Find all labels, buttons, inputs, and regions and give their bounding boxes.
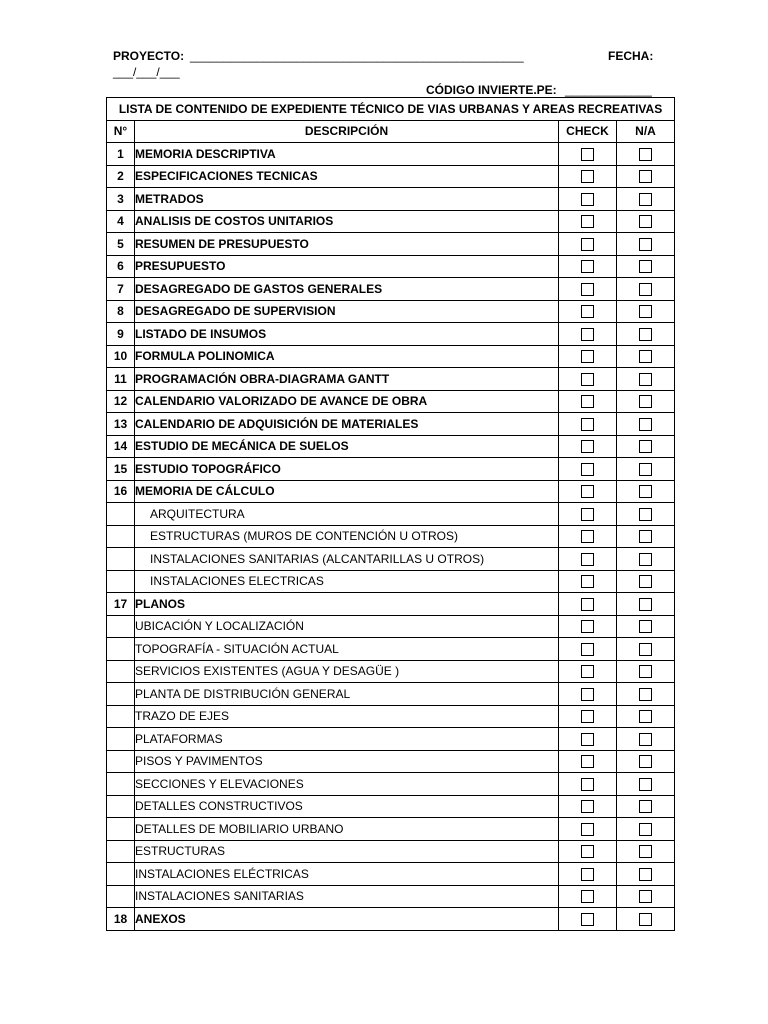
na-checkbox[interactable]	[639, 755, 652, 768]
na-cell	[617, 683, 675, 706]
check-cell	[559, 683, 617, 706]
row-number	[107, 683, 135, 706]
check-checkbox[interactable]	[581, 620, 594, 633]
document-header	[0, 0, 768, 98]
table-row	[107, 525, 675, 548]
table-row	[107, 345, 675, 368]
column-header-number: N°	[107, 120, 135, 143]
na-cell	[617, 908, 675, 931]
row-description: TOPOGRAFÍA - SITUACIÓN ACTUAL	[135, 638, 559, 661]
check-cell	[559, 885, 617, 908]
na-checkbox[interactable]	[639, 508, 652, 521]
row-description: INSTALACIONES ELECTRICAS	[135, 570, 559, 593]
na-cell	[617, 390, 675, 413]
na-cell	[617, 705, 675, 728]
na-checkbox[interactable]	[639, 350, 652, 363]
row-description: ESTRUCTURAS	[135, 840, 559, 863]
row-description: DETALLES CONSTRUCTIVOS	[135, 795, 559, 818]
na-checkbox[interactable]	[639, 148, 652, 161]
check-checkbox[interactable]	[581, 845, 594, 858]
na-cell	[617, 458, 675, 481]
na-checkbox[interactable]	[639, 193, 652, 206]
table-row	[107, 503, 675, 526]
row-description: INSTALACIONES SANITARIAS	[135, 885, 559, 908]
na-checkbox[interactable]	[639, 688, 652, 701]
na-checkbox[interactable]	[639, 823, 652, 836]
row-description: PRESUPUESTO	[135, 255, 559, 278]
table-row	[107, 615, 675, 638]
row-description: MEMORIA DESCRIPTIVA	[135, 143, 559, 166]
column-header-check: CHECK	[559, 120, 617, 143]
check-checkbox[interactable]	[581, 733, 594, 746]
row-description: DESAGREGADO DE SUPERVISION	[135, 300, 559, 323]
check-cell	[559, 480, 617, 503]
na-cell	[617, 300, 675, 323]
row-description: DETALLES DE MOBILIARIO URBANO	[135, 818, 559, 841]
row-number: 17	[107, 593, 135, 616]
fecha-field[interactable]: ___/___/___	[113, 65, 180, 79]
check-cell	[559, 728, 617, 751]
na-checkbox[interactable]	[639, 485, 652, 498]
na-cell	[617, 750, 675, 773]
na-checkbox[interactable]	[639, 598, 652, 611]
table-row	[107, 233, 675, 256]
na-checkbox[interactable]	[639, 553, 652, 566]
table-row	[107, 165, 675, 188]
check-cell	[559, 503, 617, 526]
row-number: 4	[107, 210, 135, 233]
na-cell	[617, 188, 675, 211]
row-number	[107, 660, 135, 683]
na-checkbox[interactable]	[639, 238, 652, 251]
check-checkbox[interactable]	[581, 148, 594, 161]
check-checkbox[interactable]	[581, 868, 594, 881]
na-cell	[617, 435, 675, 458]
check-cell	[559, 615, 617, 638]
na-cell	[617, 345, 675, 368]
check-checkbox[interactable]	[581, 418, 594, 431]
na-checkbox[interactable]	[639, 395, 652, 408]
table-row	[107, 300, 675, 323]
table-row	[107, 705, 675, 728]
check-checkbox[interactable]	[581, 260, 594, 273]
row-description: PISOS Y PAVIMENTOS	[135, 750, 559, 773]
codigo-invierte-field[interactable]: _____________	[565, 83, 652, 97]
na-checkbox[interactable]	[639, 575, 652, 588]
na-checkbox[interactable]	[639, 710, 652, 723]
table-row	[107, 863, 675, 886]
row-description: DESAGREGADO DE GASTOS GENERALES	[135, 278, 559, 301]
table-row	[107, 143, 675, 166]
row-description: SERVICIOS EXISTENTES (AGUA Y DESAGÜE )	[135, 660, 559, 683]
row-number: 16	[107, 480, 135, 503]
check-cell	[559, 300, 617, 323]
check-cell	[559, 525, 617, 548]
row-number: 10	[107, 345, 135, 368]
proyecto-label: PROYECTO:	[113, 49, 185, 63]
row-description: ANEXOS	[135, 908, 559, 931]
na-checkbox[interactable]	[639, 778, 652, 791]
table-row	[107, 458, 675, 481]
row-number	[107, 885, 135, 908]
row-number	[107, 548, 135, 571]
na-cell	[617, 615, 675, 638]
na-cell	[617, 548, 675, 571]
na-checkbox[interactable]	[639, 800, 652, 813]
check-checkbox[interactable]	[581, 283, 594, 296]
row-number: 9	[107, 323, 135, 346]
row-number: 1	[107, 143, 135, 166]
table-row	[107, 795, 675, 818]
row-number: 2	[107, 165, 135, 188]
fecha-label: FECHA:	[608, 49, 654, 63]
row-number: 7	[107, 278, 135, 301]
row-description: MEMORIA DE CÁLCULO	[135, 480, 559, 503]
row-description: ESTUDIO TOPOGRÁFICO	[135, 458, 559, 481]
table-header-row	[107, 120, 675, 143]
na-checkbox[interactable]	[639, 328, 652, 341]
na-cell	[617, 278, 675, 301]
row-description: SECCIONES Y ELEVACIONES	[135, 773, 559, 796]
na-cell	[617, 210, 675, 233]
check-checkbox[interactable]	[581, 755, 594, 768]
table-row	[107, 278, 675, 301]
check-cell	[559, 660, 617, 683]
row-number	[107, 863, 135, 886]
column-header-na: N/A	[617, 120, 675, 143]
na-cell	[617, 863, 675, 886]
check-cell	[559, 390, 617, 413]
na-checkbox[interactable]	[639, 170, 652, 183]
codigo-invierte-label: CÓDIGO INVIERTE.PE:	[426, 83, 557, 97]
check-cell	[559, 345, 617, 368]
table-row	[107, 548, 675, 571]
proyecto-field[interactable]: __________________________________________________	[190, 49, 524, 63]
row-number: 18	[107, 908, 135, 931]
row-description: PLANOS	[135, 593, 559, 616]
check-checkbox[interactable]	[581, 575, 594, 588]
row-number	[107, 818, 135, 841]
na-checkbox[interactable]	[639, 260, 652, 273]
check-cell	[559, 705, 617, 728]
table-row	[107, 368, 675, 391]
table-row	[107, 728, 675, 751]
row-description: CALENDARIO VALORIZADO DE AVANCE DE OBRA	[135, 390, 559, 413]
row-number: 15	[107, 458, 135, 481]
row-description: LISTADO DE INSUMOS	[135, 323, 559, 346]
table-row	[107, 323, 675, 346]
na-cell	[617, 593, 675, 616]
check-checkbox[interactable]	[581, 823, 594, 836]
table-row	[107, 840, 675, 863]
checklist-table	[106, 97, 675, 931]
na-cell	[617, 480, 675, 503]
check-cell	[559, 795, 617, 818]
row-description: ESPECIFICACIONES TECNICAS	[135, 165, 559, 188]
na-cell	[617, 570, 675, 593]
na-cell	[617, 323, 675, 346]
check-cell	[559, 593, 617, 616]
check-cell	[559, 570, 617, 593]
na-cell	[617, 413, 675, 436]
check-cell	[559, 435, 617, 458]
check-checkbox[interactable]	[581, 710, 594, 723]
na-checkbox[interactable]	[639, 913, 652, 926]
check-cell	[559, 233, 617, 256]
row-number: 12	[107, 390, 135, 413]
row-description: INSTALACIONES SANITARIAS (ALCANTARILLAS U OTROS)	[135, 548, 559, 571]
checklist-body	[107, 143, 675, 931]
row-description: INSTALACIONES ELÉCTRICAS	[135, 863, 559, 886]
row-description: UBICACIÓN Y LOCALIZACIÓN	[135, 615, 559, 638]
check-cell	[559, 188, 617, 211]
row-number	[107, 795, 135, 818]
row-number: 11	[107, 368, 135, 391]
na-checkbox[interactable]	[639, 373, 652, 386]
check-checkbox[interactable]	[581, 395, 594, 408]
check-cell	[559, 210, 617, 233]
check-checkbox[interactable]	[581, 508, 594, 521]
check-checkbox[interactable]	[581, 238, 594, 251]
row-description: PLATAFORMAS	[135, 728, 559, 751]
na-checkbox[interactable]	[639, 733, 652, 746]
row-number: 13	[107, 413, 135, 436]
check-checkbox[interactable]	[581, 170, 594, 183]
na-checkbox[interactable]	[639, 665, 652, 678]
row-description: ARQUITECTURA	[135, 503, 559, 526]
row-number	[107, 615, 135, 638]
na-checkbox[interactable]	[639, 463, 652, 476]
table-row	[107, 683, 675, 706]
table-row	[107, 818, 675, 841]
na-cell	[617, 885, 675, 908]
row-description: PROGRAMACIÓN OBRA-DIAGRAMA GANTT	[135, 368, 559, 391]
table-title-row	[107, 98, 675, 121]
check-cell	[559, 773, 617, 796]
row-number: 5	[107, 233, 135, 256]
table-row	[107, 480, 675, 503]
check-cell	[559, 863, 617, 886]
row-description: ESTUDIO DE MECÁNICA DE SUELOS	[135, 435, 559, 458]
na-checkbox[interactable]	[639, 215, 652, 228]
na-cell	[617, 503, 675, 526]
na-cell	[617, 233, 675, 256]
table-row	[107, 570, 675, 593]
table-row	[107, 660, 675, 683]
row-number: 14	[107, 435, 135, 458]
check-cell	[559, 278, 617, 301]
check-cell	[559, 638, 617, 661]
na-cell	[617, 255, 675, 278]
row-description: TRAZO DE EJES	[135, 705, 559, 728]
check-checkbox[interactable]	[581, 350, 594, 363]
row-description: ANALISIS DE COSTOS UNITARIOS	[135, 210, 559, 233]
check-checkbox[interactable]	[581, 598, 594, 611]
na-checkbox[interactable]	[639, 620, 652, 633]
na-cell	[617, 638, 675, 661]
check-cell	[559, 165, 617, 188]
check-cell	[559, 255, 617, 278]
row-description: CALENDARIO DE ADQUISICIÓN DE MATERIALES	[135, 413, 559, 436]
check-checkbox[interactable]	[581, 305, 594, 318]
check-checkbox[interactable]	[581, 440, 594, 453]
table-row	[107, 413, 675, 436]
na-cell	[617, 525, 675, 548]
check-checkbox[interactable]	[581, 328, 594, 341]
row-number	[107, 728, 135, 751]
row-number: 8	[107, 300, 135, 323]
check-checkbox[interactable]	[581, 890, 594, 903]
table-row	[107, 255, 675, 278]
row-description: FORMULA POLINOMICA	[135, 345, 559, 368]
row-description: PLANTA DE DISTRIBUCIÓN GENERAL	[135, 683, 559, 706]
check-checkbox[interactable]	[581, 485, 594, 498]
na-checkbox[interactable]	[639, 868, 652, 881]
na-cell	[617, 143, 675, 166]
check-checkbox[interactable]	[581, 530, 594, 543]
na-checkbox[interactable]	[639, 305, 652, 318]
table-row	[107, 638, 675, 661]
check-cell	[559, 323, 617, 346]
check-cell	[559, 458, 617, 481]
na-cell	[617, 795, 675, 818]
check-checkbox[interactable]	[581, 553, 594, 566]
check-cell	[559, 368, 617, 391]
check-cell	[559, 413, 617, 436]
check-checkbox[interactable]	[581, 778, 594, 791]
na-checkbox[interactable]	[639, 890, 652, 903]
na-cell	[617, 818, 675, 841]
check-checkbox[interactable]	[581, 373, 594, 386]
na-cell	[617, 165, 675, 188]
table-row	[107, 885, 675, 908]
check-cell	[559, 908, 617, 931]
check-cell	[559, 143, 617, 166]
check-checkbox[interactable]	[581, 665, 594, 678]
row-number	[107, 773, 135, 796]
na-cell	[617, 728, 675, 751]
row-number	[107, 750, 135, 773]
na-cell	[617, 773, 675, 796]
check-checkbox[interactable]	[581, 643, 594, 656]
table-row	[107, 390, 675, 413]
check-checkbox[interactable]	[581, 913, 594, 926]
check-checkbox[interactable]	[581, 463, 594, 476]
table-row	[107, 750, 675, 773]
row-number	[107, 570, 135, 593]
check-checkbox[interactable]	[581, 688, 594, 701]
na-cell	[617, 368, 675, 391]
check-cell	[559, 840, 617, 863]
table-row	[107, 908, 675, 931]
na-checkbox[interactable]	[639, 643, 652, 656]
na-cell	[617, 660, 675, 683]
table-row	[107, 593, 675, 616]
row-number: 6	[107, 255, 135, 278]
check-checkbox[interactable]	[581, 193, 594, 206]
table-row	[107, 210, 675, 233]
row-number	[107, 840, 135, 863]
row-number	[107, 705, 135, 728]
na-checkbox[interactable]	[639, 530, 652, 543]
na-checkbox[interactable]	[639, 440, 652, 453]
check-cell	[559, 750, 617, 773]
row-description: RESUMEN DE PRESUPUESTO	[135, 233, 559, 256]
check-checkbox[interactable]	[581, 800, 594, 813]
row-number	[107, 503, 135, 526]
check-checkbox[interactable]	[581, 215, 594, 228]
row-description: ESTRUCTURAS (MUROS DE CONTENCIÓN U OTROS)	[135, 525, 559, 548]
na-checkbox[interactable]	[639, 418, 652, 431]
row-description: METRADOS	[135, 188, 559, 211]
table-row	[107, 188, 675, 211]
column-header-description: DESCRIPCIÓN	[135, 120, 559, 143]
na-cell	[617, 840, 675, 863]
table-row	[107, 773, 675, 796]
na-checkbox[interactable]	[639, 845, 652, 858]
row-number	[107, 638, 135, 661]
check-cell	[559, 548, 617, 571]
table-title: LISTA DE CONTENIDO DE EXPEDIENTE TÉCNICO DE VIAS URBANAS Y AREAS RECREATIVAS	[107, 98, 675, 121]
table-row	[107, 435, 675, 458]
row-number	[107, 525, 135, 548]
check-cell	[559, 818, 617, 841]
na-checkbox[interactable]	[639, 283, 652, 296]
row-number: 3	[107, 188, 135, 211]
